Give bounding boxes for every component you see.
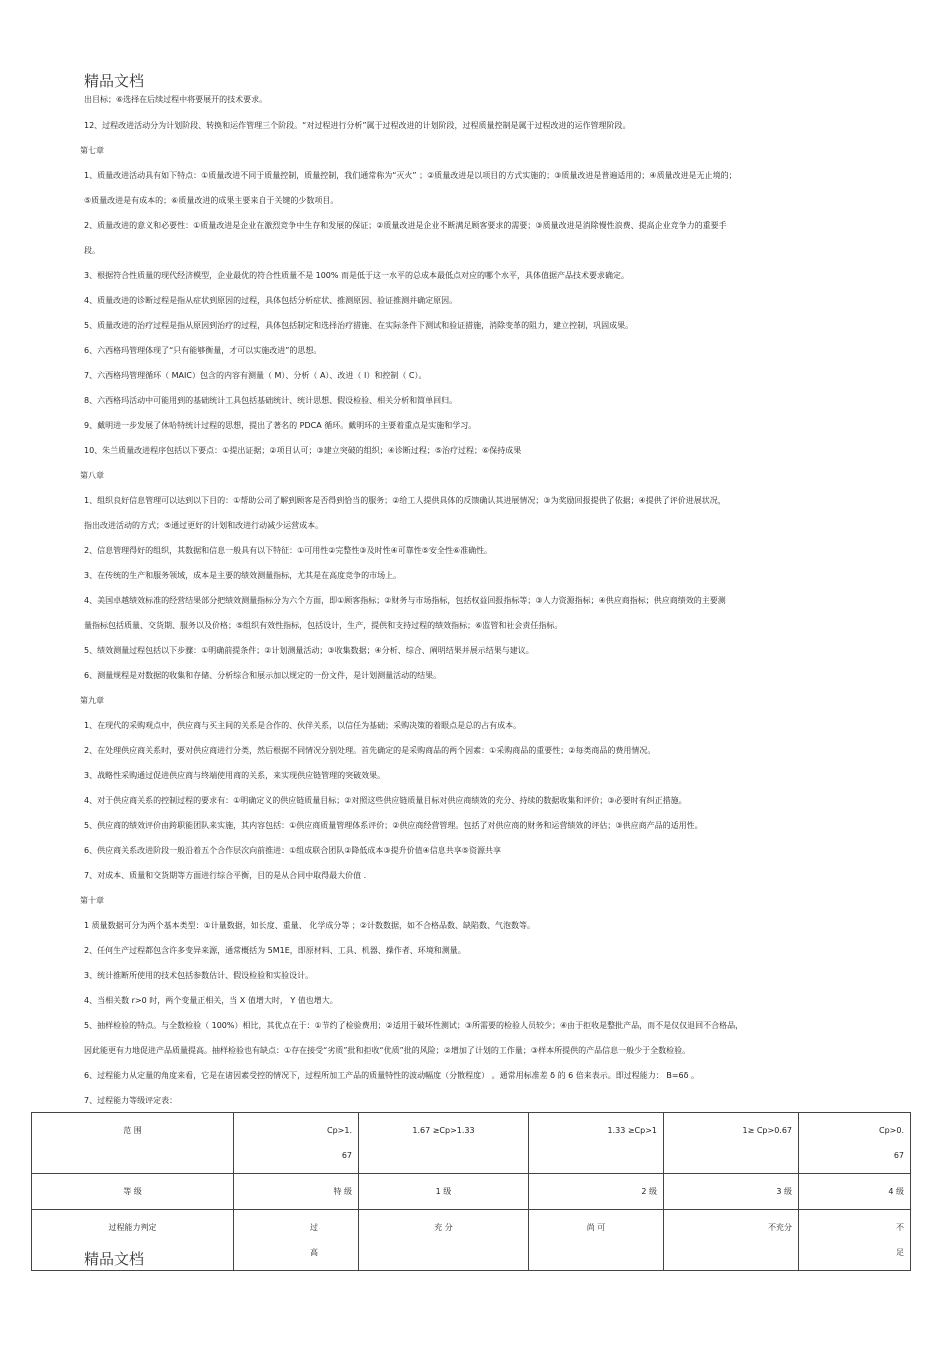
text-line: 6、供应商关系改进阶段一般沿着五个合作层次向前推进：①组成联合团队②降低成本③提升价值④信息共享⑤资源共享 — [84, 846, 501, 855]
text-line: 6、过程能力从定量的角度来看，它是在诸因素受控的情况下，过程所加工产品的质量特性的波动幅度（分散程度） 。通常用标准差 δ 的 6 倍来表示。即过程能力： B=6δ 。 — [84, 1071, 700, 1080]
text-line: 4、质量改进的诊断过程是指从症状到原因的过程，具体包括分析症状、推测原因、验证推测并确定原因。 — [84, 296, 458, 305]
table-cell: 4 级 — [799, 1174, 911, 1210]
text-line: 2、质量改进的意义和必要性：①质量改进是企业在激烈竞争中生存和发展的保证；②质量改进是企业不断满足顾客要求的需要；③质量改进是消除慢性浪费、提高企业竞争力的重要手 — [84, 221, 727, 230]
text-line: 1、组织良好信息管理可以达到以下目的：①帮助公司了解到顾客是否得到恰当的服务；②给工人提供具体的反馈确认其进展情况；③为奖励回报提供了依据；④提供了评价进展状况， — [84, 496, 726, 505]
text-line: 5、抽样检验的特点。与全数检验（ 100%）相比，其优点在于：①节约了检验费用；②适用于破坏性测试；③所需要的检验人员较少；④由于拒收是整批产品，而不是仅仅退回不合格品， — [84, 1021, 744, 1030]
table-row-header: 范 围 — [32, 1113, 234, 1174]
text-line: 1、质量改进活动具有如下特点：①质量改进不同于质量控制，质量控制，我们通常称为“灭火” ；②质量改进是以项目的方式实施的；③质量改进是普遍适用的；④质量改进是无止境的； — [84, 171, 737, 180]
table-cell: 1 级 — [359, 1174, 529, 1210]
process-capability-table — [31, 1112, 911, 1271]
table-cell: 尚 可 — [529, 1210, 664, 1271]
text-line: 12、过程改进活动分为计划阶段、转换和运作管理三个阶段。“对过程进行分析”属于过程改进的计划阶段，过程质量控制是属于过程改进的运作管理阶段。 — [84, 121, 631, 130]
text-line: 指出改进活动的方式；⑤通过更好的计划和改进行动减少运营成本。 — [84, 521, 324, 530]
text-line: 3、战略性采购通过促进供应商与终端使用商的关系，来实现供应链管理的突破效果。 — [84, 771, 386, 780]
table-cell: 充 分 — [359, 1210, 529, 1271]
table-cell: 过 高 — [234, 1210, 359, 1271]
table-cell: Cp>1. 67 — [234, 1113, 359, 1174]
table-row-header: 过程能力判定 — [32, 1210, 234, 1271]
text-line: 6、六西格玛管理体现了“只有能够衡量，才可以实施改进”的思想。 — [84, 346, 322, 355]
text-line: 2、任何生产过程都包含许多变异来源，通常概括为 5M1E，即原材料、工具、机器、操作者、环境和测量。 — [84, 946, 466, 955]
text-line: 4、对于供应商关系的控制过程的要求有：①明确定义的供应链质量目标；②对照这些供应链质量目标对供应商绩效的充分、持续的数据收集和评价；③必要时有纠正措施。 — [84, 796, 687, 805]
text-line: 1 质量数据可分为两个基本类型：①计量数据，如长度、重量、 化学成分等 ；②计数数据，如不合格品数、缺陷数、气泡数等。 — [84, 921, 536, 930]
table-cell: 1.33 ≥Cp>1 — [529, 1113, 664, 1174]
table-cell: 不 足 — [799, 1210, 911, 1271]
page-footer: 精品文档 — [84, 1250, 145, 1268]
table-cell: 1≥ Cp>0.67 — [664, 1113, 799, 1174]
text-line: 9、戴明进一步发展了休哈特统计过程的思想，提出了著名的 PDCA 循环。戴明环的主要着重点是实施和学习。 — [84, 421, 477, 430]
page-header: 精品文档 — [84, 72, 145, 90]
chapter-heading: 第八章 — [80, 471, 104, 480]
text-line: 4、当相关数 r>0 时，两个变量正相关，当 X 值增大时， Y 值也增大。 — [84, 996, 338, 1005]
text-line: 3、在传统的生产和服务领域，成本是主要的绩效测量指标，尤其是在高度竞争的市场上。 — [84, 571, 402, 580]
table-row — [32, 1210, 911, 1271]
text-line: 10、朱兰质量改进程序包括以下要点：①提出证据；②项目认可；③建立突破的组织；④诊断过程；⑤治疗过程；⑥保持成果 — [84, 446, 522, 455]
table-cell: 不充分 — [664, 1210, 799, 1271]
text-line: 8、六西格玛活动中可能用到的基础统计工具包括基础统计、统计思想、假设检验、相关分析和简单回归。 — [84, 396, 458, 405]
text-line: 6、测量规程是对数据的收集和存储、分析综合和展示加以规定的一份文件，是计划测量活动的结果。 — [84, 671, 442, 680]
table-cell: Cp>0. 67 — [799, 1113, 911, 1174]
text-line: 因此能更有力地促进产品质量提高。抽样检验也有缺点：①存在接受“劣质”批和拒收“优质”批的风险；②增加了计划的工作量；③样本所提供的产品信息一般少于全数检验。 — [84, 1046, 691, 1055]
table-cell: 1.67 ≥Cp>1.33 — [359, 1113, 529, 1174]
chapter-heading: 第十章 — [80, 896, 104, 905]
table-cell: 3 级 — [664, 1174, 799, 1210]
text-line: 5、质量改进的治疗过程是指从原因到治疗的过程，具体包括制定和选择治疗措施、在实际条件下测试和验证措施，消除变革的阻力，建立控制，巩固成果。 — [84, 321, 634, 330]
chapter-heading: 第七章 — [80, 146, 104, 155]
text-line: 1、在现代的采购观点中，供应商与买主间的关系是合作的、伙伴关系，以信任为基础；采购决策的着眼点是总的占有成本。 — [84, 721, 522, 730]
text-line: 4、美国卓越绩效标准的经营结果部分把绩效测量指标分为六个方面，即①顾客指标；②财务与市场指标，包括权益回报指标等；③人力资源指标；④供应商指标；供应商绩效的主要测 — [84, 596, 726, 605]
text-line: 出目标；⑥选择在后续过程中将要展开的技术要求。 — [84, 95, 268, 104]
table-row — [32, 1113, 911, 1174]
text-line: 7、六西格玛管理循环（ MAIC）包含的内容有测量（ M）、分析（ A）、改进（ I）和控制（ C）。 — [84, 371, 427, 380]
table-row — [32, 1174, 911, 1210]
text-line: 5、绩效测量过程包括以下步骤：①明确前提条件；②计划测量活动；③收集数据；④分析、综合、阐明结果并展示结果与建议。 — [84, 646, 534, 655]
table-cell: 特 级 — [234, 1174, 359, 1210]
text-line: 7、对成本、质量和交货期等方面进行综合平衡，目的是从合同中取得最大价值 . — [84, 871, 367, 880]
text-line: 量指标包括质量、交货期、服务以及价格；⑤组织有效性指标，包括设计，生产，提供和支持过程的绩效指标；⑥监管和社会责任指标。 — [84, 621, 563, 630]
table-row-header: 等 级 — [32, 1174, 234, 1210]
text-line: 3、统计推断所使用的技术包括参数估计、假设检验和实验设计。 — [84, 971, 314, 980]
text-line: 3、根据符合性质量的现代经济模型，企业最优的符合性质量不是 100% 而是低于这一水平的总成本最低点对应的哪个水平，具体值据产品技术要求确定。 — [84, 271, 630, 280]
text-line: 2、在处理供应商关系时，要对供应商进行分类，然后根据不同情况分别处理。首先确定的是采购商品的两个因素：①采购商品的重要性；②每类商品的费用情况。 — [84, 746, 656, 755]
text-line: 7、过程能力等级评定表： — [84, 1096, 178, 1105]
text-line: ⑤质量改进是有成本的；⑥质量改进的成果主要来自于关键的少数项目。 — [84, 196, 339, 205]
text-line: 2、信息管理得好的组织，其数据和信息一般具有以下特征：①可用性②完整性③及时性④可靠性⑤安全性⑥准确性。 — [84, 546, 493, 555]
text-line: 段。 — [84, 246, 100, 255]
text-line: 5、供应商的绩效评价由跨职能团队来实施，其内容包括：①供应商质量管理体系评价；②供应商经营管理。包括了对供应商的财务和运营绩效的评估；③供应商产品的适用性。 — [84, 821, 703, 830]
chapter-heading: 第九章 — [80, 696, 104, 705]
table-cell: 2 级 — [529, 1174, 664, 1210]
